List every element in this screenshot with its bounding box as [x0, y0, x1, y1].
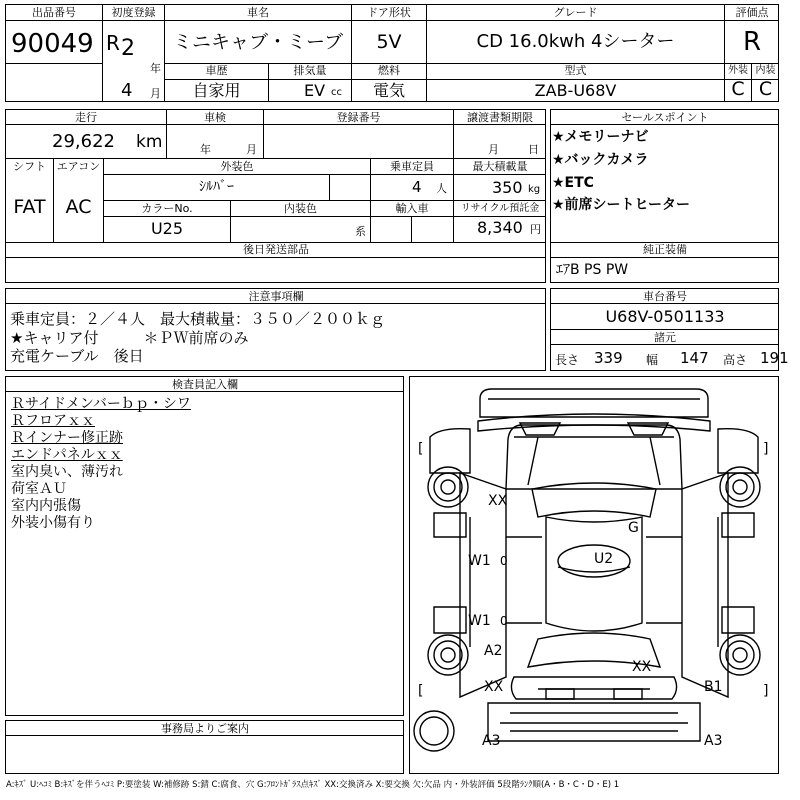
displacement: EV	[304, 81, 326, 100]
sales-point: ★バックカメラ	[552, 152, 649, 168]
insp-year-unit: 年	[200, 143, 211, 156]
sales-label: セールスポイント	[621, 111, 709, 124]
ac-label: エアコン	[56, 160, 101, 173]
inspector-note: Ｒインナー修正跡	[11, 430, 123, 446]
notes-label: 注意事項欄	[248, 290, 304, 303]
mileage-label: 走行	[75, 111, 97, 124]
inspector-note: 室内内張傷	[11, 498, 81, 514]
year-unit: 年	[150, 62, 161, 75]
inspection-label: 車検	[204, 111, 226, 124]
equipment-label: 純正装備	[643, 243, 687, 256]
inspector-note: Ｒサイドメンバーｂｐ・シワ	[11, 396, 191, 412]
ac: AC	[65, 196, 92, 218]
damage-mark: XX	[484, 679, 504, 695]
bracket-mark: [	[418, 683, 424, 699]
note-line: 乗車定員：２／４人 最大積載量：３５０／２００ｋｇ	[10, 310, 386, 328]
door-type: 5V	[376, 31, 402, 53]
length-label: 長さ	[555, 353, 580, 367]
shift: FAT	[13, 196, 46, 218]
width: 147	[680, 349, 709, 367]
sales-point: ★メモリーナビ	[552, 129, 649, 145]
damage-mark: W1	[468, 613, 491, 629]
int-grade-label: 内装	[755, 65, 776, 76]
reg-month: 4	[121, 80, 133, 101]
month-unit: 月	[150, 87, 161, 100]
chassis-label: 車台番号	[643, 290, 687, 303]
body-color: ｼﾙﾊﾞｰ	[199, 179, 234, 195]
damage-mark: U2	[594, 551, 614, 567]
inspector-note: エンドパネルｘｘ	[11, 447, 123, 463]
capacity-label: 乗車定員	[390, 160, 434, 173]
transfer-day-unit: 日	[528, 143, 539, 156]
ext-grade-label: 外装	[728, 65, 748, 76]
capacity-unit: 人	[436, 182, 447, 195]
note-line: 充電ケーブル 後日	[10, 347, 144, 365]
reg-year: 2	[121, 36, 135, 61]
damage-mark: 0	[500, 614, 508, 628]
recycle-unit: 円	[530, 223, 541, 236]
damage-mark: XX	[488, 493, 508, 509]
equipment: ｴｱB PS PW	[556, 262, 629, 278]
note-line: ★キャリア付 ＊ＰＷ前席のみ	[10, 329, 249, 347]
mileage: 29,622	[52, 131, 115, 152]
lot-number: 90049	[11, 29, 94, 59]
car-name: ミニキャブ・ミーブ	[172, 31, 344, 53]
recycle-fee: 8,340	[477, 218, 523, 237]
score: R	[742, 27, 762, 57]
door-label: ドア形状	[367, 6, 411, 19]
damage-mark: A3	[704, 733, 723, 749]
model-code: ZAB-U68V	[534, 81, 617, 100]
load-unit: kg	[528, 184, 541, 195]
damage-mark: A2	[484, 643, 503, 659]
damage-mark: G	[628, 520, 639, 536]
bracket-mark: [	[418, 441, 424, 457]
length: 339	[594, 349, 623, 367]
inspector-note: Ｒフロアｘｘ	[11, 413, 95, 429]
score-label: 評価点	[735, 6, 769, 19]
shift-label: シフト	[13, 160, 46, 173]
inspector-note: 荷室ＡＵ	[11, 481, 67, 497]
max-load: 350	[492, 178, 523, 197]
import-label: 輸入車	[395, 202, 429, 215]
sales-point: ★ETC	[552, 175, 594, 191]
transfer-month-unit: 月	[488, 143, 499, 156]
office-label: 事務局よりご案内	[161, 722, 249, 735]
color-number: U25	[150, 219, 184, 238]
color-label: 外装色	[220, 160, 254, 173]
colorno-label: カラーNo.	[141, 202, 193, 215]
interior-label: 内装色	[284, 202, 317, 215]
dims-label: 諸元	[654, 331, 676, 344]
capacity: 4	[412, 178, 422, 196]
damage-mark: B1	[704, 679, 723, 695]
inspector-note: 外装小傷有り	[11, 515, 95, 531]
plate-label: 登録番号	[336, 111, 381, 124]
model-label: 型式	[564, 64, 587, 77]
disp-unit: cc	[331, 87, 342, 98]
damage-mark: A3	[482, 733, 501, 749]
inspector-note: 室内臭い、薄汚れ	[11, 464, 123, 480]
disp-label: 排気量	[293, 64, 327, 77]
lot-label: 出品番号	[32, 6, 76, 19]
int-grade: C	[758, 78, 773, 100]
load-label: 最大積載量	[472, 160, 528, 173]
height: 191	[760, 349, 789, 367]
grade: CD 16.0kwh 4シーター	[476, 31, 675, 52]
fuel-label: 燃料	[378, 64, 400, 77]
ext-grade: C	[731, 78, 745, 100]
first-reg-label: 初度登録	[111, 6, 156, 19]
damage-mark: 0	[500, 554, 508, 568]
era: R	[106, 31, 120, 55]
damage-mark: XX	[632, 659, 652, 675]
legend: A:ｷｽﾞ U:ﾍｺﾐ B:ｷｽﾞを伴うﾍｺﾐ P:要塗装 W:補修跡 S:錆 C:腐食、穴 G:ﾌﾛﾝﾄｶﾞﾗｽ点ｷｽﾞ XX:交換済み X:要交換 欠:欠品 内・外装評価 5段階ﾗﾝｸ順(A・B・C・D・E) 1	[6, 780, 620, 790]
bracket-mark: ]	[763, 683, 769, 699]
transfer-label: 譲渡書類期限	[467, 111, 533, 124]
later-parts-label: 後日発送部品	[243, 243, 309, 256]
mileage-unit: km	[136, 132, 163, 152]
bracket-mark: ]	[763, 441, 769, 457]
car-outline-diagram	[410, 377, 778, 773]
chassis-number: U68V-0501133	[605, 307, 725, 326]
fuel: 電気	[372, 81, 405, 100]
height-label: 高さ	[723, 353, 748, 367]
grade-label: グレード	[553, 6, 598, 19]
interior-unit: 系	[355, 225, 366, 238]
inspector-label: 検査員記入欄	[172, 378, 238, 391]
insp-month-unit: 月	[246, 143, 257, 156]
car-diagram	[409, 376, 779, 774]
recycle-label: リサイクル預託金	[460, 203, 540, 214]
width-label: 幅	[646, 353, 659, 367]
damage-mark: W1	[468, 553, 491, 569]
name-label: 車名	[247, 6, 269, 19]
history: 自家用	[192, 81, 241, 100]
sales-point: ★前席シートヒーター	[552, 197, 690, 213]
history-label: 車歴	[205, 64, 228, 77]
